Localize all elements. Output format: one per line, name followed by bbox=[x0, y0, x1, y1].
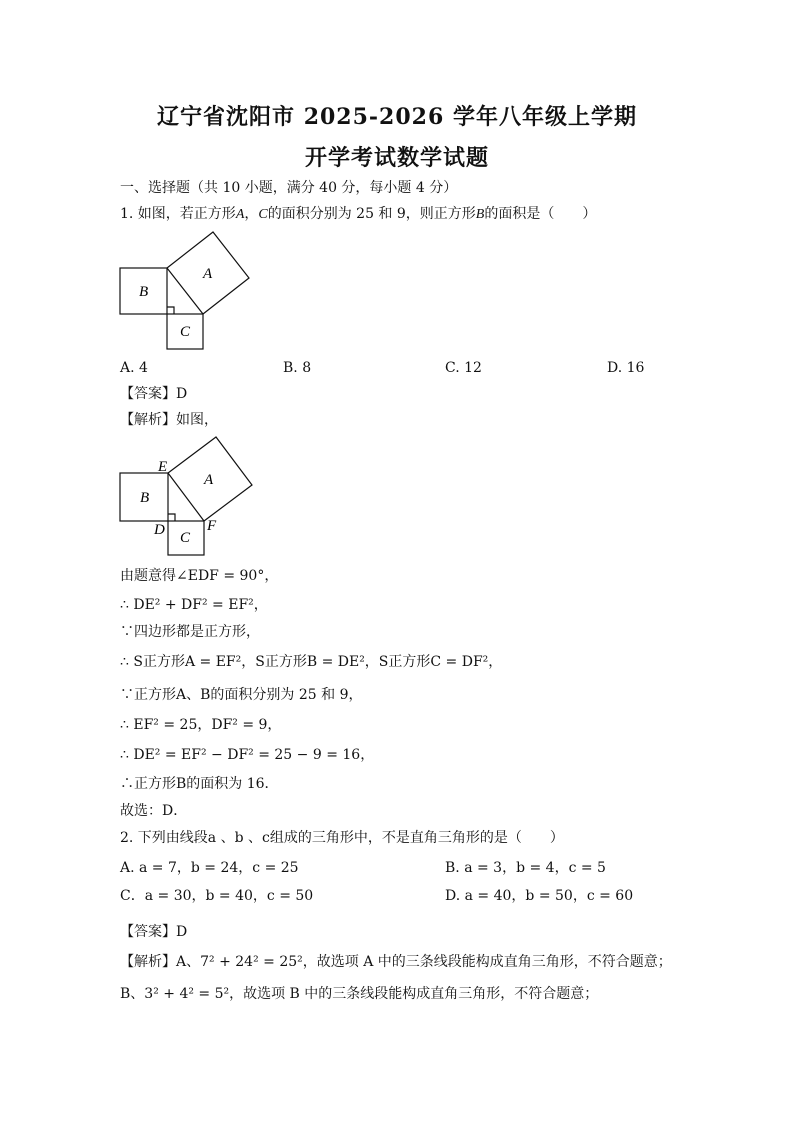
label-a: A bbox=[203, 266, 213, 282]
q1-stem-suffix: 的面积是（ ） bbox=[484, 206, 597, 222]
q1-step-1: 由题意得∠EDF = 90°， bbox=[120, 568, 279, 584]
label-b: B bbox=[140, 490, 150, 506]
label-b: B bbox=[139, 284, 149, 300]
q2-option-d: D. a = 40，b = 50，c = 60 bbox=[445, 888, 634, 904]
q2-stem: 2. 下列由线段a 、b 、c组成的三角形中，不是直角三角形的是（ ） bbox=[120, 830, 564, 846]
q1-step-7: ∴ DE² = EF² − DF² = 25 − 9 = 16， bbox=[120, 747, 375, 763]
q1-answer: 【答案】D bbox=[120, 386, 188, 402]
q1-stem-mid: 的面积分别为 25 和 9，则正方形 bbox=[267, 206, 476, 222]
q1-step-4: ∴ S正方形A = EF²，S正方形B = DE²，S正方形C = DF²， bbox=[120, 654, 503, 670]
q1-stem-c: C bbox=[258, 207, 268, 222]
q1-stem bbox=[120, 205, 596, 224]
q1-analysis-figure bbox=[118, 435, 263, 560]
q1-step-8: ∴正方形B的面积为 16． bbox=[120, 776, 279, 792]
q2-analysis-b: B、3² + 4² = 5²，故选项 B 中的三条线段能构成直角三角形，不符合题意； bbox=[120, 986, 599, 1002]
label-c: C bbox=[180, 324, 191, 340]
right-angle-mark bbox=[168, 514, 175, 521]
q1-step-2: ∴ DE² + DF² = EF²， bbox=[120, 597, 268, 613]
q1-stem-b: B bbox=[475, 207, 485, 222]
q1-step-5: ∵正方形A、B的面积分别为 25 和 9， bbox=[120, 687, 363, 703]
label-d: D bbox=[154, 522, 165, 538]
q1-stem-sep: ， bbox=[244, 206, 259, 222]
q1-option-c: C. 12 bbox=[445, 360, 482, 376]
q1-analysis-intro: 【解析】如图， bbox=[120, 412, 218, 428]
label-a: A bbox=[204, 472, 214, 488]
q1-option-a: A. 4 bbox=[120, 360, 148, 376]
q2-option-b: B. a = 3，b = 4，c = 5 bbox=[445, 860, 606, 876]
q2-option-c: C．a = 30，b = 40，c = 50 bbox=[120, 888, 314, 904]
section-heading: 一、选择题（共 10 小题，满分 40 分，每小题 4 分） bbox=[120, 180, 458, 196]
q1-stem-prefix: 1. 如图，若正方形 bbox=[120, 206, 236, 222]
q1-figure bbox=[118, 230, 258, 355]
q2-answer: 【答案】D bbox=[120, 924, 188, 940]
page-title-line1: 辽宁省沈阳市 2025-2026 学年八年级上学期 bbox=[157, 104, 637, 130]
label-e: E bbox=[158, 459, 168, 475]
q1-option-d: D. 16 bbox=[607, 360, 645, 376]
q1-stem-a: A bbox=[235, 207, 245, 222]
q1-option-b: B. 8 bbox=[283, 360, 312, 376]
q1-step-6: ∴ EF² = 25，DF² = 9， bbox=[120, 717, 282, 733]
q2-analysis-a: 【解析】A、7² + 24² = 25²，故选项 A 中的三条线段能构成直角三角形，不符合题意； bbox=[120, 954, 672, 970]
label-c: C bbox=[180, 530, 191, 546]
page-title-line2: 开学考试数学试题 bbox=[304, 145, 489, 171]
q2-option-a: A. a = 7，b = 24，c = 25 bbox=[120, 860, 299, 876]
q1-step-3: ∵四边形都是正方形， bbox=[120, 624, 260, 640]
q1-step-9: 故选：D． bbox=[120, 803, 188, 819]
right-angle-mark bbox=[167, 307, 174, 314]
label-f: F bbox=[207, 518, 217, 534]
